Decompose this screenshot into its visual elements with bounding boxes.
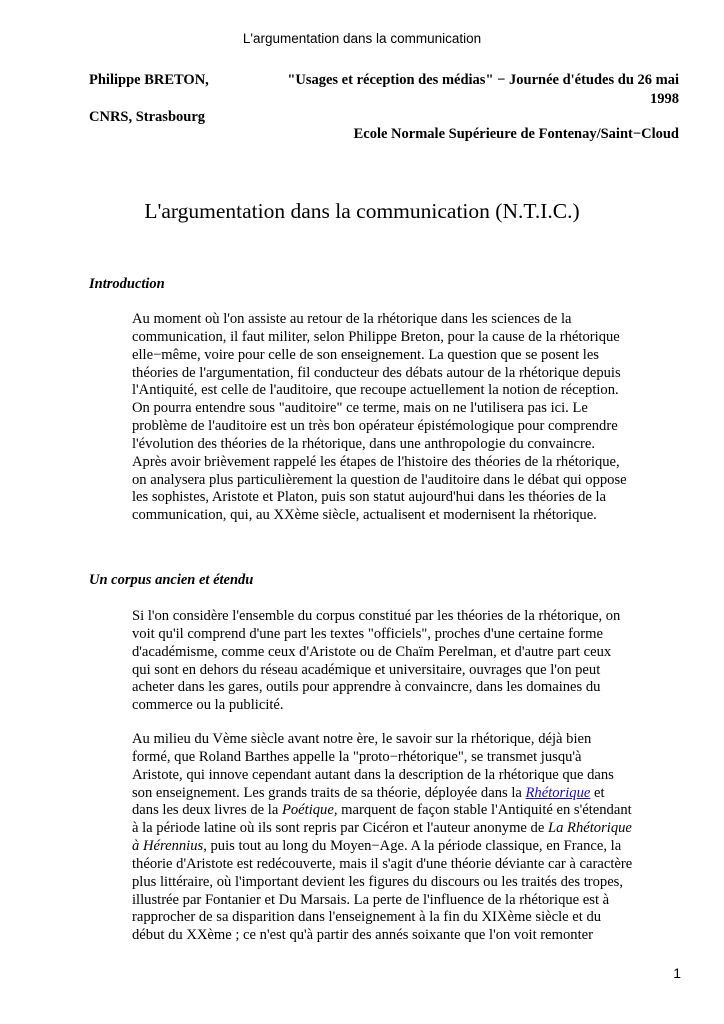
paragraph-line: formé, que Roland Barthes appelle la "proto−rhétorique", se transmet jusqu'à: [132, 748, 582, 765]
paragraph-line: qui sont en dehors du réseau académique et universitaire, ouvrages que l'on peut: [132, 661, 601, 678]
paragraph-line: début du XXème ; ce n'est qu'à partir des annés soixante que l'on voit remonter: [132, 927, 593, 944]
paragraph-line: communication, il faut militer, selon Philippe Breton, pour la cause de la rhétorique: [132, 328, 620, 345]
paragraph-line: dans les deux livres de la Poétique, marquent de façon stable l'Antiquité en s'étendant: [132, 802, 632, 819]
paragraph: [132, 608, 632, 715]
paragraph-line: d'académisme, comme ceux d'Aristote ou de Chaïm Perelman, et d'autre part ceux: [132, 643, 612, 660]
paragraph: [132, 731, 632, 945]
paragraph-line: son enseignement. Les grands traits de sa théorie, déployée dans la Rhétorique et: [132, 784, 605, 801]
paragraph-line: Après avoir brièvement rappelé les étapes de l'histoire des théories de la rhétorique,: [132, 453, 620, 470]
paragraph-line: elle−même, voire pour celle de son enseignement. La question que se posent les: [132, 346, 599, 363]
author-affiliation: CNRS, Strasbourg: [89, 109, 206, 125]
paragraph-line: problème de l'auditoire est un très bon opérateur épistémologique pour comprendre: [132, 418, 618, 435]
paragraph-line: les sophistes, Aristote et Platon, puis son statut aujourd'hui dans les théories de la: [132, 489, 607, 506]
rhetorique-link[interactable]: Rhétorique: [525, 784, 591, 801]
paragraph-line: Au moment où l'on assiste au retour de la rhétorique dans les sciences de la: [132, 311, 572, 327]
paragraph-line: On pourra entendre sous "auditoire" ce terme, mais on ne l'utilisera pas ici. Le: [132, 400, 588, 417]
paragraph-line: Si l'on considère l'ensemble du corpus constitué par les théories de la rhétorique, on: [132, 608, 621, 624]
section-heading-corpus: Un corpus ancien et étendu: [89, 572, 254, 588]
school-name: Ecole Normale Supérieure de Fontenay/Saint−Cloud: [353, 126, 679, 142]
paragraph-line: illustrée par Fontanier et Du Marsais. La perte de l'influence de la rhétorique est à: [132, 891, 610, 908]
paragraph-line: à Hérennius, puis tout au long du Moyen−Age. A la période classique, en France, la: [132, 838, 622, 855]
paragraph-line: l'évolution des théories de la rhétorique, dans une anthropologie du convaincre.: [132, 435, 596, 452]
paragraph-line: communication, qui, au XXème siècle, actualisent et modernisent la rhétorique.: [132, 507, 597, 524]
paragraph-line: Aristote, qui innove cependant autant dans la description de la rhétorique que dans: [132, 766, 614, 783]
paragraph-line: acheter dans les gares, outils pour apprendre à convaincre, dans les domaines du: [132, 679, 601, 696]
paragraph: [132, 311, 632, 525]
page-number: 1: [673, 965, 681, 981]
paragraph-line: voit qu'il comprend d'une part les textes "officiels", proches d'une certaine forme: [132, 625, 603, 642]
event-name: "Usages et réception des médias" − Journée d'études du 26 mai 1998: [287, 72, 679, 107]
paragraph-line: théories de l'argumentation, fil conducteur des débats autour de la rhétorique depuis: [132, 364, 621, 381]
paragraph-line: à la période latine où ils sont repris par Cicéron et l'auteur anonyme de La Rhétorique: [132, 820, 632, 837]
paragraph-line: théorie d'Aristote est redécouverte, mais il s'agit d'une théorie déviante car à caractère: [132, 855, 633, 872]
paragraph-line: l'Antiquité, est celle de l'auditoire, que recoupe actuellement la notion de réception.: [132, 382, 619, 399]
paragraph-line: on analysera plus particulièrement la question de l'auditoire dans le débat qui oppose: [132, 471, 627, 488]
author-name: Philippe BRETON,: [89, 72, 209, 88]
italic-title: La Rhétorique: [547, 820, 632, 837]
italic-title: à Hérennius: [132, 838, 204, 855]
running-header: L'argumentation dans la communication: [242, 31, 482, 46]
section-heading-introduction: Introduction: [89, 276, 165, 292]
paragraph-line: Au milieu du Vème siècle avant notre ère, le savoir sur la rhétorique, déjà bien: [132, 731, 592, 747]
document-title: L'argumentation dans la communication (N.T.I.C.): [144, 199, 580, 223]
italic-title: Poétique: [281, 802, 334, 819]
paragraph-line: plus littéraire, où l'important devient les figures du discours ou les traités des tropes,: [132, 873, 624, 890]
paragraph-line: rapprocher de sa disparition dans l'enseignement à la fin du XIXème siècle et du: [132, 909, 602, 926]
paragraph-line: commerce ou la publicité.: [132, 697, 284, 714]
